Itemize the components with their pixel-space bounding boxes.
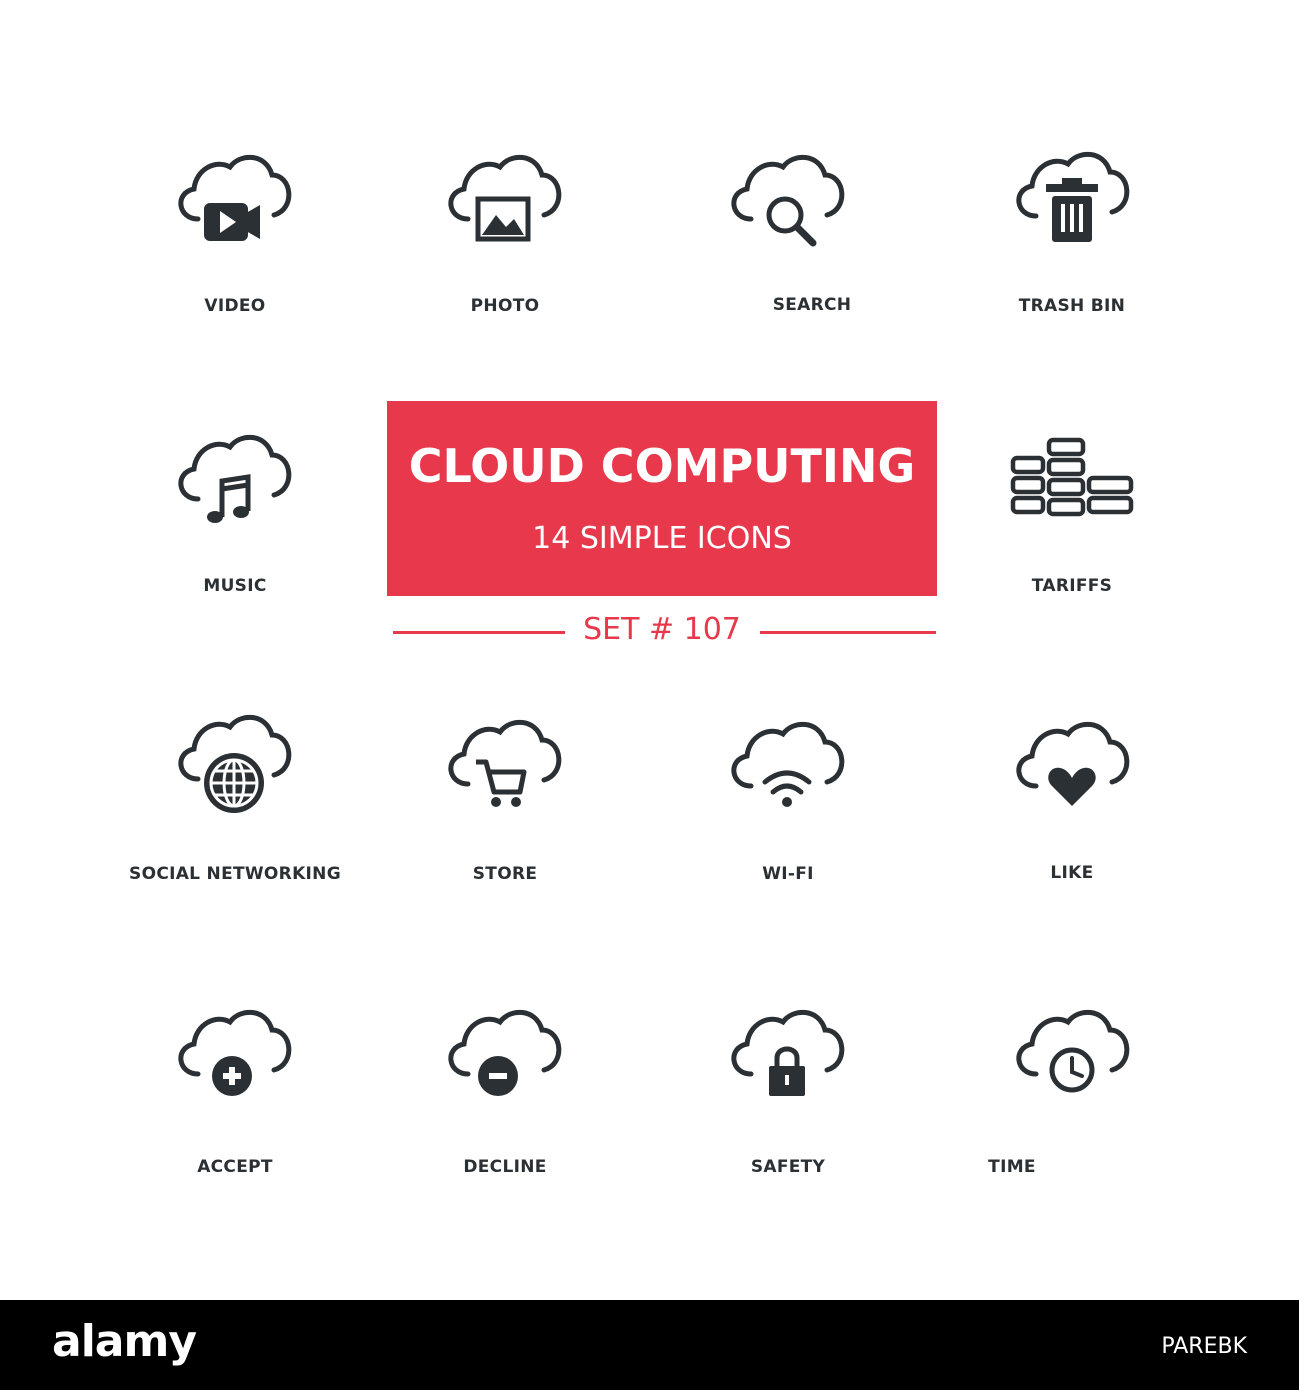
cloud-globe-icon: [170, 705, 300, 825]
cloud-wifi-icon: [723, 712, 853, 832]
cloud-clock-icon: [1008, 1000, 1138, 1120]
label-video: VIDEO: [204, 296, 266, 316]
footer-bar: [0, 1300, 1299, 1390]
cloud-video-icon: [170, 145, 300, 265]
cloud-padlock-icon: [723, 1000, 853, 1120]
cloud-trash-bin-icon: [1008, 142, 1138, 262]
label-like: LIKE: [1050, 863, 1094, 883]
brand-logo: alamy: [52, 1316, 196, 1367]
label-wifi: WI-FI: [762, 864, 814, 884]
label-tariffs: TARIFFS: [1031, 576, 1113, 596]
label-trash-bin: TRASH BIN: [1018, 296, 1126, 316]
cloud-decline-icon: [440, 1000, 570, 1120]
label-safety: SAFETY: [750, 1157, 826, 1177]
divider-right: [760, 631, 936, 634]
cloud-photo-icon: [440, 145, 570, 265]
banner-title: CLOUD COMPUTING: [408, 439, 916, 493]
label-accept: ACCEPT: [197, 1157, 273, 1177]
label-social-networking: SOCIAL NETWORKING: [129, 864, 341, 884]
cloud-search-icon: [723, 145, 853, 265]
label-decline: DECLINE: [463, 1157, 547, 1177]
cloud-music-icon: [170, 425, 300, 545]
cloud-heart-icon: [1008, 712, 1138, 832]
label-store: STORE: [472, 864, 538, 884]
title-banner: [387, 401, 937, 596]
divider-left: [393, 631, 565, 634]
label-music: MUSIC: [203, 576, 267, 596]
tariffs-icon: [1005, 432, 1135, 552]
image-id: PAREBK: [1161, 1334, 1247, 1359]
cloud-accept-icon: [170, 1000, 300, 1120]
label-photo: PHOTO: [470, 296, 540, 316]
label-time: TIME: [988, 1157, 1036, 1177]
banner-subtitle: 14 SIMPLE ICONS: [532, 521, 792, 556]
set-number: SET # 107: [583, 612, 741, 647]
label-search: SEARCH: [772, 295, 852, 315]
cloud-store-icon: [440, 710, 570, 830]
